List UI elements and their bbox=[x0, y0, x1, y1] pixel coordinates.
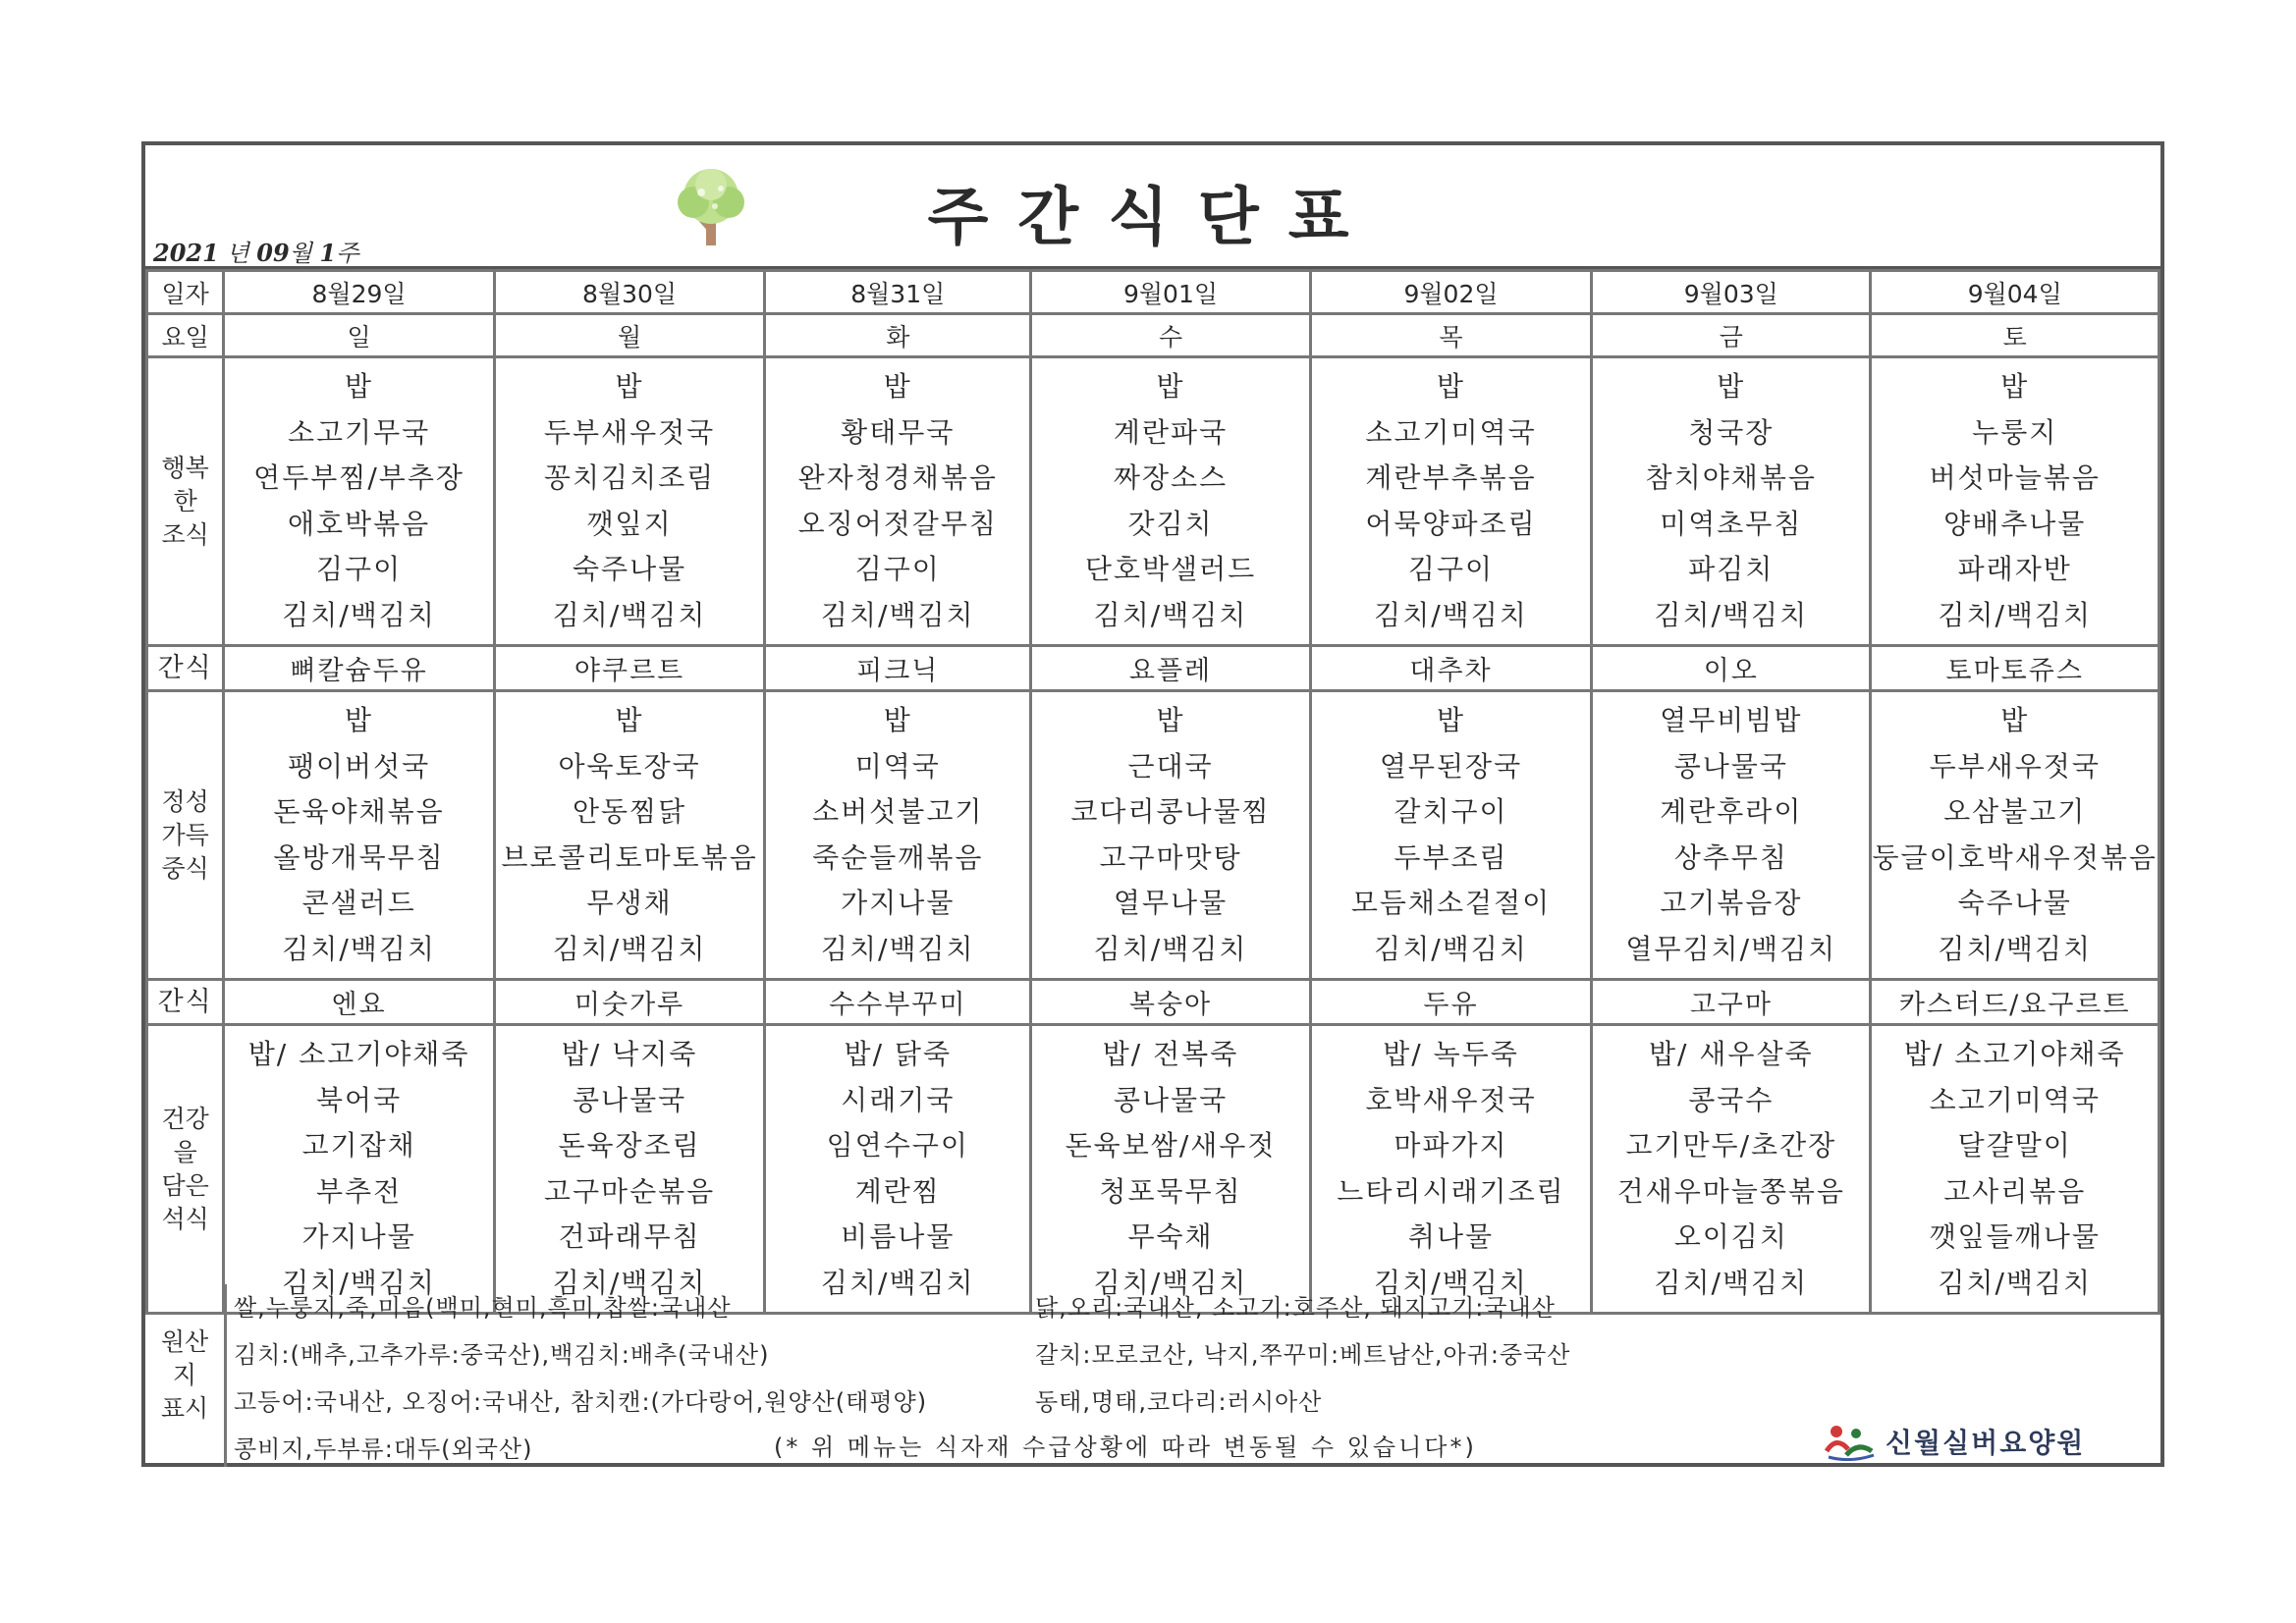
menu-item: 고구마맛탕 bbox=[1099, 840, 1242, 874]
origin-line: 갈치:모로코산, 낙지,쭈꾸미:베트남산,아귀:중국산 bbox=[1035, 1341, 1571, 1369]
lunch-label: 정성 가득 중식 bbox=[147, 691, 224, 980]
menu-item: 김치/백김치 bbox=[552, 1266, 707, 1299]
menu-item: 꽁치김치조림 bbox=[543, 461, 716, 494]
menu-item: 누룽지 bbox=[1972, 415, 2058, 449]
menu-item: 밥 bbox=[1717, 370, 1746, 403]
menu-item: 밥 bbox=[345, 704, 374, 736]
day-label: 요일 bbox=[147, 314, 224, 357]
lunch-cell bbox=[1310, 691, 1591, 980]
menu-item: 갓김치 bbox=[1127, 507, 1214, 540]
menu-item: 고기볶음장 bbox=[1660, 887, 1803, 919]
menu-notice: (* 위 메뉴는 식자재 수급상황에 따라 변동될 수 있습니다*) bbox=[774, 1434, 1477, 1461]
breakfast-cell bbox=[765, 357, 1031, 646]
menu-item: 달걀말이 bbox=[1957, 1129, 2072, 1162]
menu-item: 김치/백김치 bbox=[1654, 598, 1809, 631]
menu-item: 소버섯불고기 bbox=[812, 795, 984, 828]
menu-item: 건파래무침 bbox=[558, 1220, 701, 1253]
menu-item: 청포묵무침 bbox=[1099, 1174, 1242, 1208]
menu-item: 숙주나물 bbox=[572, 553, 687, 585]
menu-item: 비름나물 bbox=[841, 1220, 956, 1253]
menu-item: 콩나물국 bbox=[572, 1083, 687, 1116]
menu-item: 밥 bbox=[1156, 704, 1185, 736]
breakfast-cell bbox=[1310, 357, 1591, 646]
brand-name: 신월실버요양원 bbox=[1886, 1427, 2086, 1459]
week-year: 2021 bbox=[153, 239, 219, 267]
snack-am-row bbox=[147, 646, 2159, 691]
menu-item: 김치/백김치 bbox=[820, 598, 975, 631]
menu-item: 올방개묵무침 bbox=[273, 840, 445, 874]
menu-item: 모듬채소겉절이 bbox=[1350, 887, 1552, 919]
dinner-label: 건강 을 담은 석식 bbox=[147, 1025, 224, 1314]
menu-item: 밥/ 닭죽 bbox=[844, 1038, 953, 1070]
menu-item: 깻잎들깨나물 bbox=[1929, 1220, 2101, 1253]
menu-item: 김치/백김치 bbox=[282, 1266, 436, 1299]
day-cell: 화 bbox=[765, 314, 1031, 357]
snack-cell: 뼈칼슘두유 bbox=[224, 646, 494, 691]
menu-item: 밥 bbox=[883, 370, 912, 403]
lunch-cell bbox=[1592, 691, 1871, 980]
week-year-unit: 년 bbox=[226, 240, 249, 267]
origin-line: 김치:(배추,고추가루:중국산),백김치:배추(국내산) bbox=[234, 1341, 770, 1369]
menu-item: 고기잡채 bbox=[301, 1129, 416, 1162]
snack-cell: 요플레 bbox=[1031, 646, 1311, 691]
breakfast-cell bbox=[1031, 357, 1311, 646]
menu-item: 밥 bbox=[345, 370, 374, 403]
menu-item: 밥/ 전복죽 bbox=[1102, 1038, 1239, 1070]
menu-item: 미역초무침 bbox=[1660, 507, 1803, 540]
menu-item: 시래기국 bbox=[841, 1083, 956, 1116]
menu-sheet bbox=[141, 141, 2164, 1467]
menu-item: 양배추나물 bbox=[1943, 507, 2087, 540]
breakfast-cell bbox=[494, 357, 765, 646]
menu-item: 오징어젓갈무침 bbox=[797, 507, 998, 540]
menu-item: 죽순들깨볶음 bbox=[812, 840, 984, 874]
menu-item: 상추무침 bbox=[1673, 840, 1788, 874]
menu-item: 무생채 bbox=[586, 887, 673, 919]
dinner-cell bbox=[1592, 1025, 1871, 1314]
day-cell: 토 bbox=[1871, 314, 2159, 357]
day-cell: 월 bbox=[494, 314, 765, 357]
menu-item: 소고기미역국 bbox=[1929, 1083, 2101, 1116]
snack-cell: 토마토쥬스 bbox=[1871, 646, 2159, 691]
menu-item: 김구이 bbox=[315, 553, 403, 585]
breakfast-cell bbox=[1592, 357, 1871, 646]
menu-item: 밥 bbox=[1156, 370, 1185, 403]
dinner-cell bbox=[1310, 1025, 1591, 1314]
menu-item: 열무김치/백김치 bbox=[1625, 932, 1837, 965]
snack-cell: 대추차 bbox=[1310, 646, 1591, 691]
snack-cell: 고구마 bbox=[1592, 980, 1871, 1025]
menu-item: 소고기무국 bbox=[287, 415, 431, 449]
menu-item: 황태무국 bbox=[841, 415, 956, 449]
snack-cell: 복숭아 bbox=[1031, 980, 1311, 1025]
date-cell: 9월02일 bbox=[1310, 271, 1591, 314]
breakfast-cell bbox=[1871, 357, 2159, 646]
menu-item: 브로콜리토마토볶음 bbox=[501, 840, 758, 874]
menu-item: 취나물 bbox=[1407, 1220, 1495, 1253]
menu-item: 안동찜닭 bbox=[572, 795, 687, 828]
snack-cell: 피크닉 bbox=[765, 646, 1031, 691]
menu-item: 김치/백김치 bbox=[1093, 932, 1248, 965]
menu-item: 김치/백김치 bbox=[1938, 932, 2093, 965]
menu-item: 북어국 bbox=[315, 1083, 403, 1116]
menu-item: 콩국수 bbox=[1688, 1083, 1775, 1116]
menu-item: 밥/ 새우살죽 bbox=[1649, 1038, 1814, 1070]
menu-item: 코다리콩나물찜 bbox=[1070, 795, 1271, 828]
menu-item: 갈치구이 bbox=[1394, 795, 1508, 828]
menu-item: 부추전 bbox=[315, 1174, 403, 1208]
snack-cell: 두유 bbox=[1310, 980, 1591, 1025]
menu-item: 김치/백김치 bbox=[1374, 1266, 1528, 1299]
menu-item: 계란후라이 bbox=[1660, 795, 1803, 828]
menu-item: 파김치 bbox=[1688, 553, 1775, 585]
dinner-cell bbox=[224, 1025, 494, 1314]
day-cell: 일 bbox=[224, 314, 494, 357]
snack-cell: 이오 bbox=[1592, 646, 1871, 691]
week-month: 09 bbox=[256, 239, 290, 267]
menu-item: 밥/ 소고기야채죽 bbox=[1903, 1038, 2126, 1070]
menu-item: 돈육야채볶음 bbox=[273, 795, 445, 828]
menu-item: 고기만두/초간장 bbox=[1625, 1129, 1837, 1162]
menu-item: 아욱토장국 bbox=[558, 749, 701, 783]
day-row bbox=[147, 314, 2159, 357]
menu-item: 돈육장조림 bbox=[558, 1129, 701, 1162]
menu-item: 밥/ 낙지죽 bbox=[561, 1038, 698, 1070]
snack-cell: 미숫가루 bbox=[494, 980, 765, 1025]
menu-item: 연두부찜/부추장 bbox=[253, 461, 465, 494]
dinner-cell bbox=[1871, 1025, 2159, 1314]
menu-item: 김구이 bbox=[854, 553, 941, 585]
menu-item: 계란부추볶음 bbox=[1365, 461, 1537, 494]
origin-line: 콩비지,두부류:대두(외국산) bbox=[234, 1435, 533, 1463]
week-number-unit: 주 bbox=[336, 240, 359, 267]
people-logo-icon bbox=[1823, 1422, 1878, 1461]
origin-line: 쌀,누룽지,죽,미음(백미,현미,흑미,찹쌀:국내산 bbox=[234, 1294, 732, 1322]
menu-item: 밥 bbox=[615, 370, 644, 403]
menu-item: 김치/백김치 bbox=[820, 932, 975, 965]
menu-item: 콩나물국 bbox=[1113, 1083, 1229, 1116]
menu-item: 열무된장국 bbox=[1379, 749, 1523, 783]
week-label bbox=[153, 234, 358, 268]
menu-item: 호박새우젓국 bbox=[1365, 1083, 1537, 1116]
origin-label: 원산 지 표시 bbox=[145, 1284, 227, 1467]
menu-item: 무숙채 bbox=[1127, 1220, 1214, 1253]
lunch-cell bbox=[1871, 691, 2159, 980]
menu-item: 밥/ 소고기야채죽 bbox=[247, 1038, 470, 1070]
menu-item: 김치/백김치 bbox=[1938, 1266, 2093, 1299]
origin-line: 동태,명태,코다리:러시아산 bbox=[1035, 1388, 1323, 1416]
week-number: 1 bbox=[319, 239, 337, 267]
day-cell: 목 bbox=[1310, 314, 1591, 357]
menu-item: 밥 bbox=[615, 704, 644, 736]
menu-item: 김치/백김치 bbox=[820, 1266, 975, 1299]
menu-item: 밥 bbox=[1436, 704, 1466, 736]
menu-item: 김치/백김치 bbox=[1938, 598, 2093, 631]
dinner-cell bbox=[1031, 1025, 1311, 1314]
menu-item: 밥/ 녹두죽 bbox=[1383, 1038, 1519, 1070]
menu-item: 애호박볶음 bbox=[287, 507, 431, 540]
menu-item: 팽이버섯국 bbox=[287, 749, 431, 783]
date-row bbox=[147, 271, 2159, 314]
menu-item: 버섯마늘볶음 bbox=[1929, 461, 2101, 494]
menu-item: 단호박샐러드 bbox=[1084, 553, 1257, 585]
day-cell: 수 bbox=[1031, 314, 1311, 357]
menu-item: 두부조림 bbox=[1394, 840, 1508, 874]
snack-cell: 야쿠르트 bbox=[494, 646, 765, 691]
lunch-cell bbox=[224, 691, 494, 980]
menu-item: 완자청경채볶음 bbox=[797, 461, 998, 494]
date-cell: 8월31일 bbox=[765, 271, 1031, 314]
menu-item: 청국장 bbox=[1688, 415, 1775, 449]
menu-item: 미역국 bbox=[854, 749, 941, 783]
menu-item: 밥 bbox=[2000, 370, 2030, 403]
breakfast-cell bbox=[224, 357, 494, 646]
menu-item: 임연수구이 bbox=[826, 1129, 969, 1162]
menu-item: 참치야채볶음 bbox=[1645, 461, 1817, 494]
menu-item: 두부새우젓국 bbox=[543, 415, 716, 449]
breakfast-label: 행복 한 조식 bbox=[147, 357, 224, 646]
menu-item: 소고기미역국 bbox=[1365, 415, 1537, 449]
menu-item: 밥 bbox=[883, 704, 912, 736]
menu-item: 콘샐러드 bbox=[301, 887, 416, 919]
date-cell: 9월03일 bbox=[1592, 271, 1871, 314]
menu-item: 두부새우젓국 bbox=[1929, 749, 2101, 783]
menu-item: 김치/백김치 bbox=[1654, 1266, 1809, 1299]
breakfast-row bbox=[147, 357, 2159, 646]
menu-item: 파래자반 bbox=[1957, 553, 2072, 585]
origin-line: 닭,오리:국내산, 소고기:호주산, 돼지고기:국내산 bbox=[1035, 1294, 1556, 1322]
menu-item: 김구이 bbox=[1407, 553, 1495, 585]
menu-item: 마파가지 bbox=[1394, 1129, 1508, 1162]
lunch-cell bbox=[1031, 691, 1311, 980]
date-label: 일자 bbox=[147, 271, 224, 314]
menu-item: 김치/백김치 bbox=[552, 598, 707, 631]
menu-item: 느타리시래기조림 bbox=[1337, 1174, 1565, 1208]
menu-item: 열무비빔밥 bbox=[1660, 704, 1803, 736]
day-cell: 금 bbox=[1592, 314, 1871, 357]
menu-item: 고사리볶음 bbox=[1943, 1174, 2087, 1208]
lunch-cell bbox=[765, 691, 1031, 980]
date-cell: 8월30일 bbox=[494, 271, 765, 314]
date-cell: 9월04일 bbox=[1871, 271, 2159, 314]
menu-item: 밥 bbox=[1436, 370, 1466, 403]
snack-cell: 수수부꾸미 bbox=[765, 980, 1031, 1025]
menu-item: 계란파국 bbox=[1113, 415, 1229, 449]
dinner-row bbox=[147, 1025, 2159, 1314]
snack-pm-label: 간식 bbox=[147, 980, 224, 1025]
origin-line: 고등어:국내산, 오징어:국내산, 참치캔:(가다랑어,원양산(태평양) bbox=[234, 1388, 928, 1416]
menu-item: 김치/백김치 bbox=[1093, 598, 1248, 631]
menu-item: 돈육보쌈/새우젓 bbox=[1065, 1129, 1277, 1162]
menu-table bbox=[145, 269, 2160, 1315]
snack-am-label: 간식 bbox=[147, 646, 224, 691]
dinner-cell bbox=[494, 1025, 765, 1314]
menu-item: 계란찜 bbox=[854, 1174, 941, 1208]
lunch-cell bbox=[494, 691, 765, 980]
page-title: 주간식단표 bbox=[927, 182, 1379, 254]
snack-cell: 카스터드/요구르트 bbox=[1871, 980, 2159, 1025]
sheet-header bbox=[145, 145, 2160, 269]
dinner-cell bbox=[765, 1025, 1031, 1314]
menu-item: 숙주나물 bbox=[1957, 887, 2072, 919]
menu-item: 근대국 bbox=[1127, 749, 1214, 783]
snack-cell: 엔요 bbox=[224, 980, 494, 1025]
menu-item: 건새우마늘쫑볶음 bbox=[1616, 1174, 1845, 1208]
brand-logo bbox=[1823, 1422, 2085, 1461]
snack-pm-row bbox=[147, 980, 2159, 1025]
menu-item: 김치/백김치 bbox=[1093, 1266, 1248, 1299]
menu-item: 가지나물 bbox=[301, 1220, 416, 1253]
menu-item: 김치/백김치 bbox=[1374, 932, 1528, 965]
menu-item: 깻잎지 bbox=[586, 507, 673, 540]
date-cell: 8월29일 bbox=[224, 271, 494, 314]
menu-item: 콩나물국 bbox=[1673, 749, 1788, 783]
menu-item: 열무나물 bbox=[1113, 887, 1229, 919]
date-cell: 9월01일 bbox=[1031, 271, 1311, 314]
menu-item: 둥글이호박새우젓볶음 bbox=[1872, 840, 2158, 874]
menu-item: 김치/백김치 bbox=[1374, 598, 1528, 631]
menu-item: 김치/백김치 bbox=[282, 598, 436, 631]
menu-item: 김치/백김치 bbox=[552, 932, 707, 965]
menu-item: 밥 bbox=[2000, 704, 2030, 736]
lunch-row bbox=[147, 691, 2159, 980]
week-month-unit: 월 bbox=[289, 240, 312, 267]
menu-item: 김치/백김치 bbox=[282, 932, 436, 965]
menu-item: 오이김치 bbox=[1673, 1220, 1788, 1253]
menu-item: 어묵양파조림 bbox=[1365, 507, 1537, 540]
origin-section bbox=[145, 1284, 2160, 1467]
menu-item: 가지나물 bbox=[841, 887, 956, 919]
menu-item: 고구마순볶음 bbox=[543, 1174, 716, 1208]
menu-item: 짜장소스 bbox=[1113, 461, 1229, 494]
menu-item: 오삼불고기 bbox=[1943, 795, 2087, 828]
